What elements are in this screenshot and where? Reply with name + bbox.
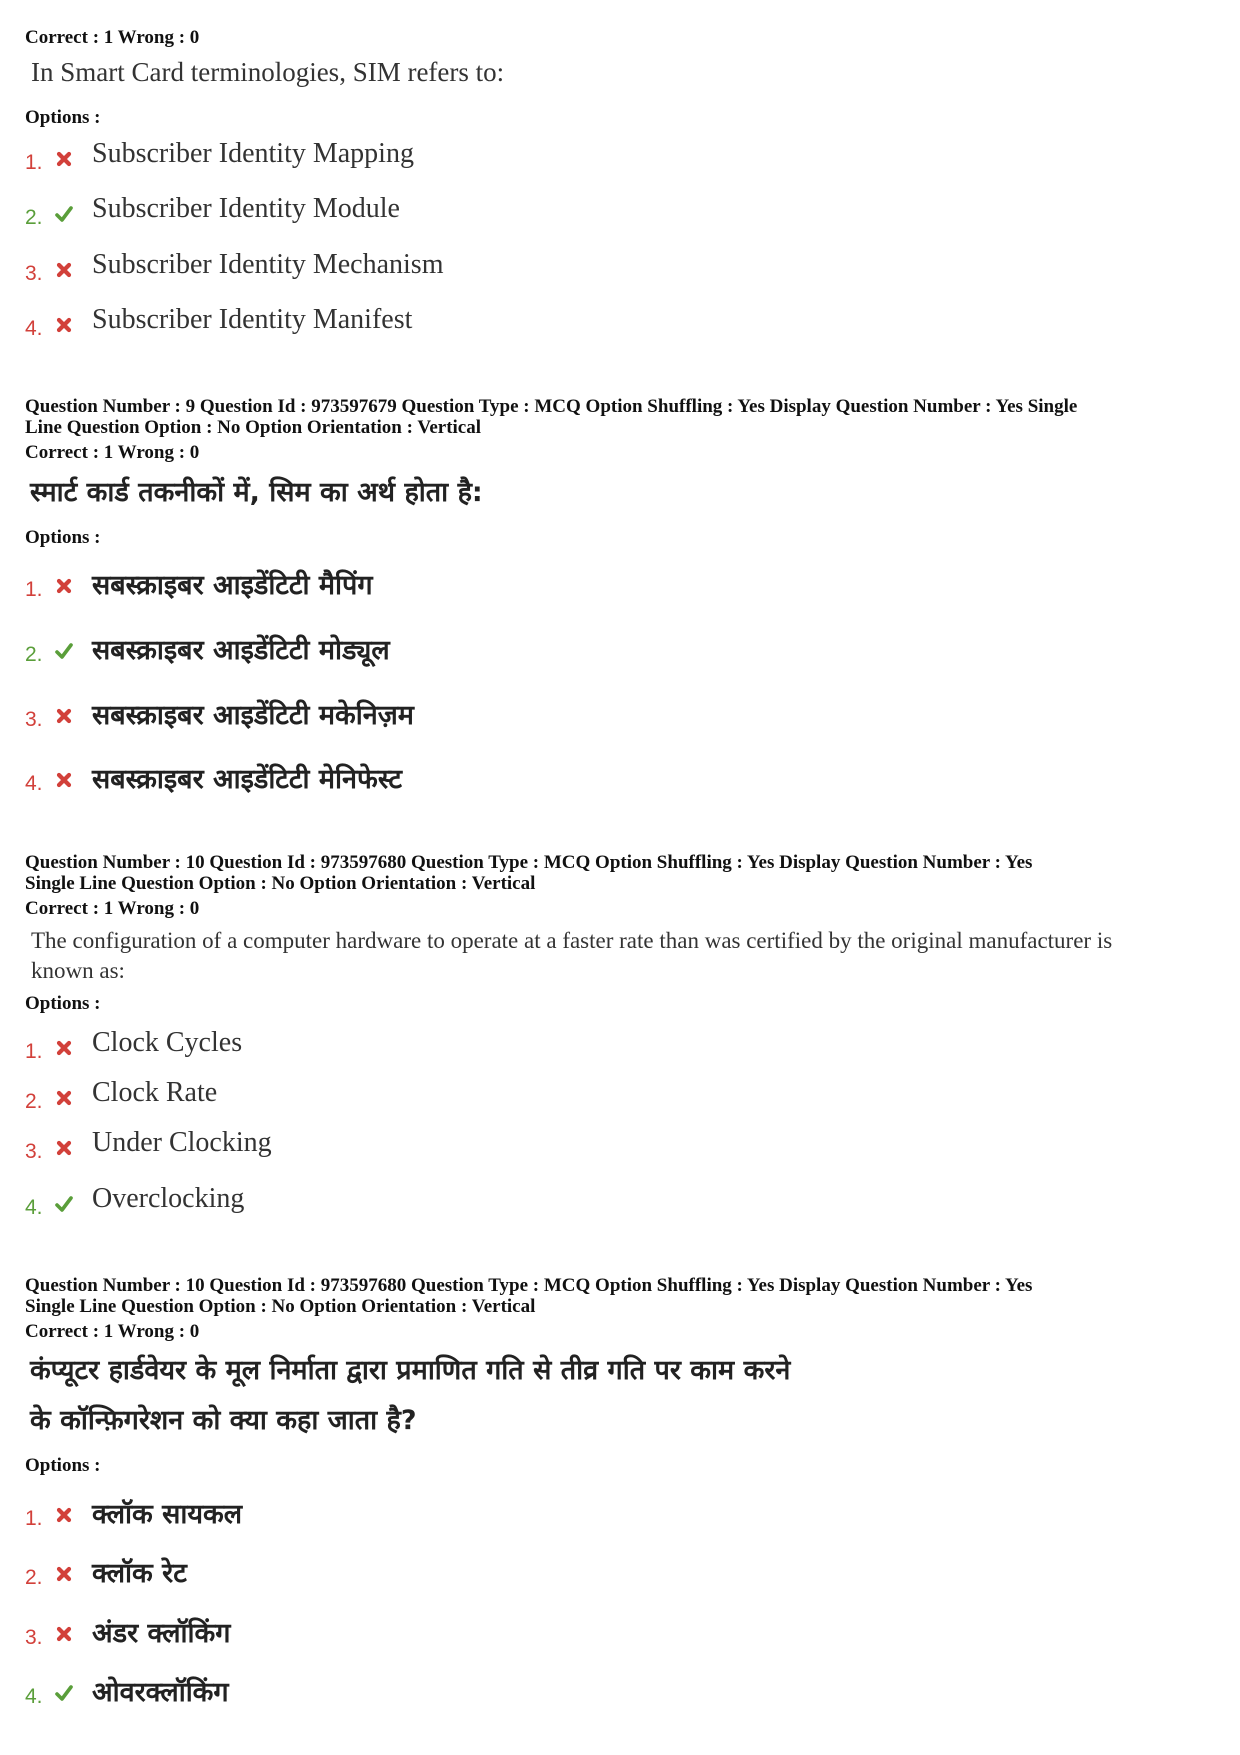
option-number: 4.: [25, 1196, 43, 1219]
option-text: क्लॉक रेट: [92, 1558, 187, 1589]
option-text: ओवरक्लॉकिंग: [92, 1677, 229, 1708]
option-item[interactable]: [22, 1672, 922, 1712]
score-line: Correct : 1 Wrong : 0: [25, 27, 200, 48]
option-item[interactable]: [22, 1077, 922, 1117]
option-number: 3.: [25, 708, 43, 731]
options-label: Options :: [25, 1455, 101, 1476]
option-number: 3.: [25, 1626, 43, 1649]
option-number: 2.: [25, 1566, 43, 1589]
wrong-icon: [55, 1506, 73, 1524]
option-text: Under Clocking: [92, 1127, 272, 1158]
option-number: 2.: [25, 206, 43, 229]
option-item[interactable]: [22, 630, 922, 670]
option-item[interactable]: [22, 565, 922, 605]
question-text-line: The configuration of a computer hardware to operate at a faster rate than was certified by the original manufacturer is: [31, 928, 1113, 953]
score-line: Correct : 1 Wrong : 0: [25, 898, 200, 919]
wrong-icon: [55, 1565, 73, 1583]
option-text: Overclocking: [92, 1183, 245, 1214]
question-text-line: के कॉन्फ़िगरेशन को क्या कहा जाता है?: [30, 1405, 417, 1436]
question-meta-line: Single Line Question Option : No Option Orientation : Vertical: [25, 1296, 536, 1317]
option-item[interactable]: [22, 138, 922, 178]
question-text-line: known as:: [31, 958, 125, 983]
option-item[interactable]: [22, 1553, 922, 1593]
score-line: Correct : 1 Wrong : 0: [25, 1321, 200, 1342]
option-number: 4.: [25, 772, 43, 795]
option-item[interactable]: [22, 193, 922, 233]
option-item[interactable]: [22, 1613, 922, 1653]
option-text: Clock Rate: [92, 1077, 218, 1108]
option-text: क्लॉक सायकल: [92, 1499, 243, 1530]
option-text: सबस्क्राइबर आइडेंटिटी मेनिफेस्ट: [92, 764, 402, 795]
option-number: 3.: [25, 1140, 43, 1163]
wrong-icon: [55, 1139, 73, 1157]
option-item[interactable]: [22, 695, 922, 735]
option-number: 2.: [25, 643, 43, 666]
option-number: 3.: [25, 262, 43, 285]
question-text: In Smart Card terminologies, SIM refers to:: [31, 57, 505, 87]
wrong-icon: [55, 316, 73, 334]
options-label: Options :: [25, 527, 101, 548]
option-text: सबस्क्राइबर आइडेंटिटी मैपिंग: [92, 570, 373, 601]
option-text: सबस्क्राइबर आइडेंटिटी मोड्यूल: [92, 635, 390, 666]
wrong-icon: [55, 707, 73, 725]
option-number: 1.: [25, 1040, 43, 1063]
option-text: Subscriber Identity Module: [92, 193, 400, 224]
option-number: 1.: [25, 578, 43, 601]
option-item[interactable]: [22, 1027, 922, 1067]
option-number: 2.: [25, 1090, 43, 1113]
option-text: Subscriber Identity Mechanism: [92, 249, 444, 280]
question-text-line: कंप्यूटर हार्डवेयर के मूल निर्माता द्वारा प्रमाणित गति से तीव्र गति पर काम करने: [30, 1355, 791, 1386]
check-icon: [55, 205, 73, 223]
option-text: Subscriber Identity Manifest: [92, 304, 413, 335]
option-number: 1.: [25, 1507, 43, 1530]
option-item[interactable]: [22, 759, 922, 799]
question-meta: [25, 396, 1225, 438]
option-item[interactable]: [22, 304, 922, 344]
wrong-icon: [55, 150, 73, 168]
wrong-icon: [55, 771, 73, 789]
question-meta-line: Question Number : 9 Question Id : 973597679 Question Type : MCQ Option Shuffling : Yes Display Question Number : Yes Single: [25, 396, 1078, 417]
option-number: 4.: [25, 317, 43, 340]
question-meta: [25, 1275, 1225, 1317]
score-line: Correct : 1 Wrong : 0: [25, 442, 200, 463]
options-label: Options :: [25, 107, 101, 128]
option-text: Subscriber Identity Mapping: [92, 138, 414, 169]
question-meta-line: Single Line Question Option : No Option Orientation : Vertical: [25, 873, 536, 894]
option-item[interactable]: [22, 1183, 922, 1223]
option-number: 4.: [25, 1685, 43, 1708]
question-meta-line: Question Number : 10 Question Id : 973597680 Question Type : MCQ Option Shuffling : Yes Display Question Number : Yes: [25, 1275, 1033, 1296]
question-text: [30, 1346, 1220, 1446]
option-item[interactable]: [22, 1494, 922, 1534]
check-icon: [55, 1195, 73, 1213]
option-text: अंडर क्लॉकिंग: [92, 1618, 231, 1649]
option-item[interactable]: [22, 1127, 922, 1167]
option-text: सबस्क्राइबर आइडेंटिटी मकेनिज़म: [92, 700, 414, 731]
question-meta-line: Line Question Option : No Option Orientation : Vertical: [25, 417, 482, 438]
option-text: Clock Cycles: [92, 1027, 243, 1058]
wrong-icon: [55, 577, 73, 595]
check-icon: [55, 1684, 73, 1702]
question-text: स्मार्ट कार्ड तकनीकों में, सिम का अर्थ होता है:: [30, 477, 483, 508]
wrong-icon: [55, 261, 73, 279]
question-meta-line: Question Number : 10 Question Id : 973597680 Question Type : MCQ Option Shuffling : Yes Display Question Number : Yes: [25, 852, 1033, 873]
wrong-icon: [55, 1625, 73, 1643]
question-meta: [25, 852, 1225, 894]
option-item[interactable]: [22, 249, 922, 289]
options-label: Options :: [25, 993, 101, 1014]
wrong-icon: [55, 1039, 73, 1057]
check-icon: [55, 642, 73, 660]
question-text: [31, 926, 1221, 986]
option-number: 1.: [25, 151, 43, 174]
wrong-icon: [55, 1089, 73, 1107]
